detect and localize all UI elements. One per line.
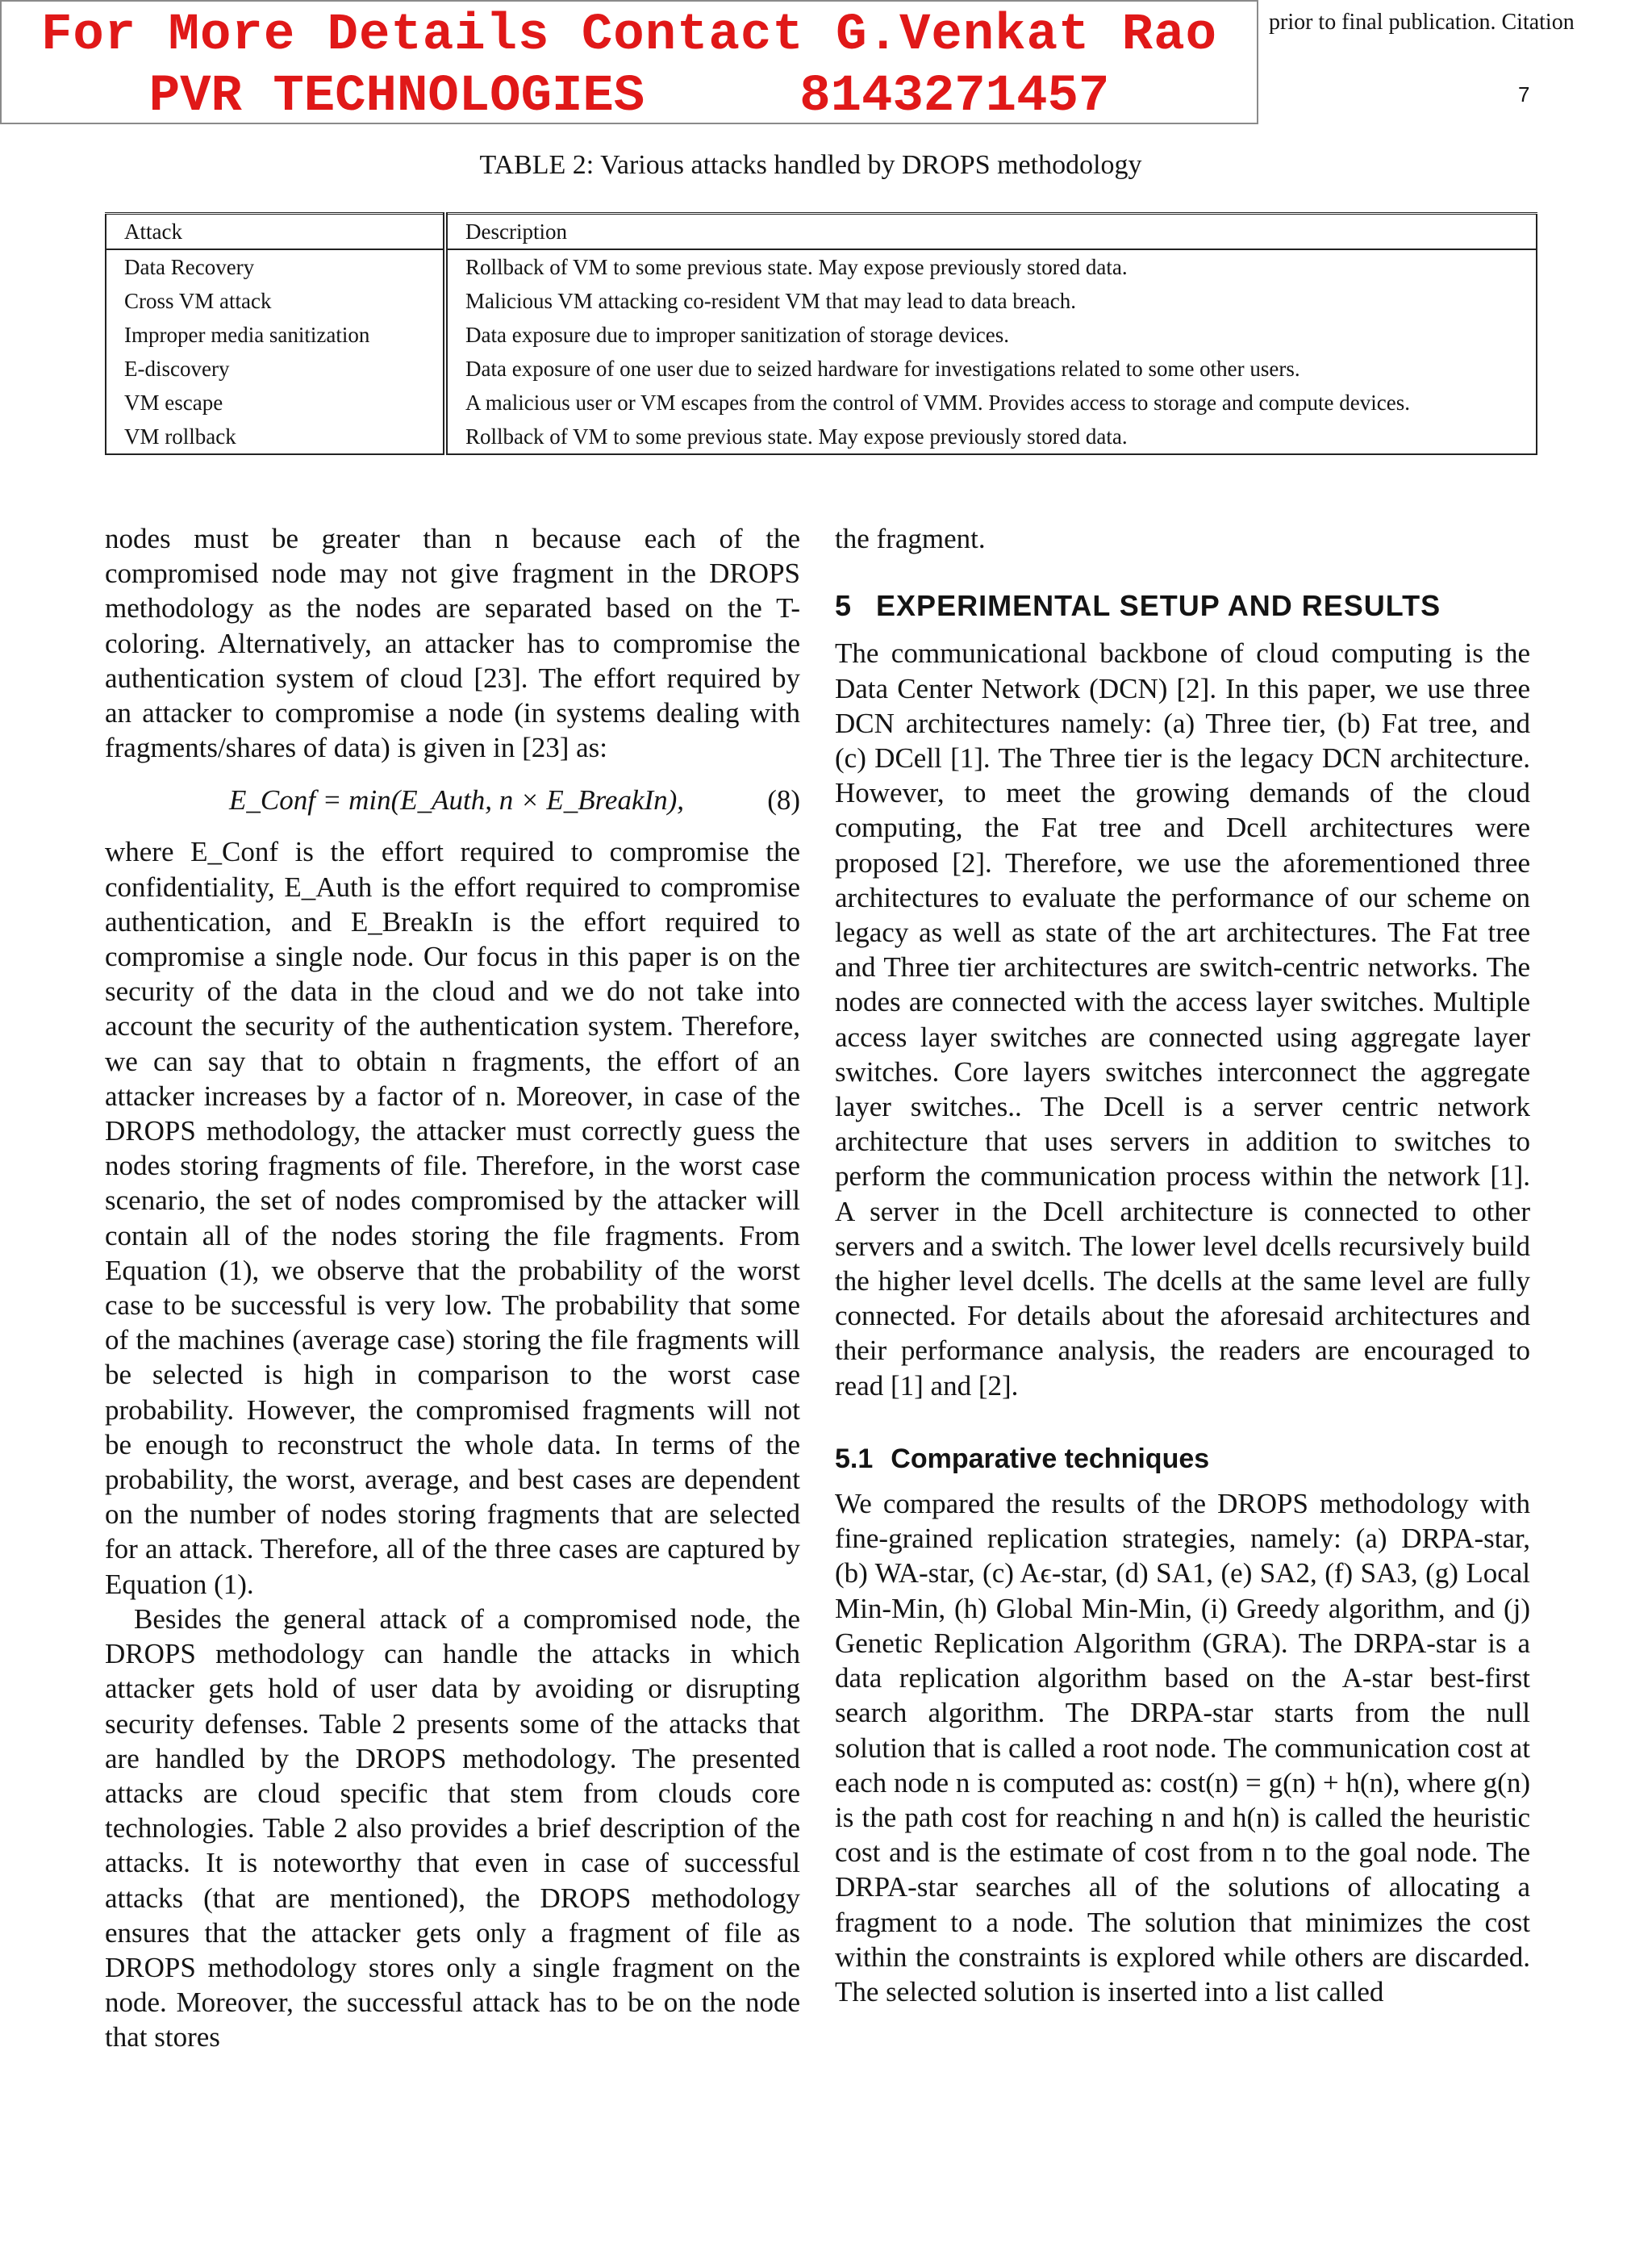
right-column [835, 521, 1530, 2009]
table-row [106, 318, 1537, 352]
table-row [106, 284, 1537, 318]
paragraph: where E_Conf is the effort required to compromise the confidentiality, E_Auth is the effort required to compromise authentication, and E_BreakIn is the effort required to compromise a single node. Our focus in this paper is on the security of the data in the cloud and we do not take into account the security of the authentication system. Therefore, we can say that to obtain n fragments, the effort of an attacker increases by a factor of n. Moreover, in case of the DROPS methodology, the attacker must correctly guess the nodes storing fragments of file. Therefore, in the worst case scenario, the set of nodes compromised by the attacker will contain all of the nodes storing the file fragments. From Equation (1), we observe that the probability of the worst case to be successful is very low. The probability that some of the machines (average case) storing the file fragments will be selected is high in comparison to the worst case probability. However, the compromised fragments will not be enough to reconstruct the whole data. In terms of the probability, the worst, average, and best cases are dependent on the number of nodes storing fragments that are selected for an attack. Therefore, all of the three cases are captured by Equation (1). [105, 836, 800, 1600]
paragraph: the fragment. [835, 523, 986, 554]
equation-8 [105, 765, 800, 834]
table-row [106, 249, 1537, 284]
description-cell: Data exposure of one user due to seized hardware for investigations related to some other users. [465, 357, 1300, 381]
description-cell: Data exposure due to improper sanitization of storage devices. [465, 323, 1010, 347]
left-column [105, 521, 800, 2055]
section-heading [835, 588, 1530, 623]
attack-cell: Data Recovery [106, 249, 445, 284]
banner-line-1: For More Details Contact G.Venkat Rao [40, 6, 1218, 65]
equation-number: (8) [767, 784, 800, 817]
contact-banner [0, 0, 1258, 124]
paragraph: We compared the results of the DROPS methodology with fine-grained replication strategies, namely: (a) DRPA-star, (b) WA-star, (c) Aϵ-star, (d) SA1, (e) SA2, (f) SA3, (g) Local Min-Min, (h) Global Min-Min, (i) Greedy algorithm, and (j) Genetic Replication Algorithm (GRA). The DRPA-star is a data replication algorithm based on the A-star best-first search algorithm. The DRPA-star starts from the null solution that is called a root node. The communication cost at each node n is computed as: cost(n) = g(n) + h(n), where g(n) is the path cost for reaching n and h(n) is called the heuristic cost and is the estimate of cost from n to the goal node. The DRPA-star searches all of the solutions of allocating a fragment to a node. The solution that minimizes the cost within the constraints is explored while others are discarded. The selected solution is inserted into a list called [835, 1488, 1530, 2007]
description-cell: Rollback of VM to some previous state. May expose previously stored data. [465, 424, 1128, 449]
attack-cell: Improper media sanitization [106, 318, 445, 352]
table-caption: TABLE 2: Various attacks handled by DROPS methodology [479, 150, 1142, 180]
attack-cell: E-discovery [106, 352, 445, 386]
subsection-number: 5.1 [835, 1443, 874, 1474]
description-cell: A malicious user or VM escapes from the control of VMM. Provides access to storage and compute devices. [465, 391, 1410, 415]
table-row [106, 386, 1537, 420]
attacks-table [105, 212, 1537, 455]
table-row [106, 352, 1537, 386]
page-number: 7 [1518, 82, 1530, 107]
paragraph: Besides the general attack of a compromised node, the DROPS methodology can handle the attacks in which attacker gets hold of user data by avoiding or disrupting security defenses. Table 2 presents some of the attacks that are handled by the DROPS methodology. The presented attacks are cloud specific that stem from clouds core technologies. Table 2 also provides a brief description of the attacks. It is noteworthy that even in case of successful attacks (that are mentioned), the DROPS methodology ensures that the attacker gets only a fragment of file as DROPS methodology stores only a single fragment on the node. Moreover, the successful attack has to be on the node that stores [105, 1602, 800, 2053]
paragraph: nodes must be greater than n because each of the compromised node may not give fragment in the DROPS methodology as the nodes are separated based on the T-coloring. Alternatively, an attacker has to compromise the authentication system of cloud [23]. The effort required by an attacker to compromise a node (in systems dealing with fragments/shares of data) is given in [23] as: [105, 523, 800, 764]
table-row [106, 420, 1537, 454]
publication-notice: prior to final publication. Citation [1269, 10, 1575, 35]
banner-line-2: PVR TECHNOLOGIES 8143271457 [148, 68, 1110, 126]
paragraph: The communicational backbone of cloud computing is the Data Center Network (DCN) [2]. In this paper, we use three DCN architectures namely: (a) Three tier, (b) Fat tree, and (c) DCell [1]. The Three tier is the legacy DCN architecture. However, to meet the growing demands of the cloud computing, the Fat tree and Dcell architectures were proposed [2]. Therefore, we use the aforementioned three architectures to evaluate the performance of our scheme on legacy as well as state of the art architectures. The Fat tree and Three tier architectures are switch-centric networks. The nodes are connected with the access layer switches. Multiple access layer switches are connected using aggregate layer switches. Core layers switches interconnect the aggregate layer switches.. The Dcell is a server centric network architecture that uses servers in addition to switches to perform the communication process within the network [1]. A server in the Dcell architecture is connected to other servers and a switch. The lower level dcells recursively build the higher level dcells. The dcells at the same level are fully connected. For details about the aforesaid architectures and their performance analysis, the readers are encouraged to read [1] and [2]. [835, 637, 1530, 1402]
attack-cell: Cross VM attack [106, 284, 445, 318]
column-header-attack: Attack [106, 214, 445, 250]
attack-cell: VM rollback [106, 420, 445, 454]
column-header-description: Description [445, 214, 1537, 250]
description-cell: Malicious VM attacking co-resident VM that may lead to data breach. [465, 289, 1077, 313]
description-cell: Rollback of VM to some previous state. May expose previously stored data. [465, 255, 1128, 279]
equation-expression: E_Conf = min(E_Auth, n × E_BreakIn), [229, 784, 685, 817]
section-number: 5 [835, 589, 853, 623]
subsection-title: Comparative techniques [891, 1443, 1210, 1474]
attack-cell: VM escape [106, 386, 445, 420]
subsection-heading [835, 1442, 1530, 1477]
section-title: EXPERIMENTAL SETUP AND RESULTS [876, 589, 1441, 623]
table-header-row [106, 214, 1537, 250]
